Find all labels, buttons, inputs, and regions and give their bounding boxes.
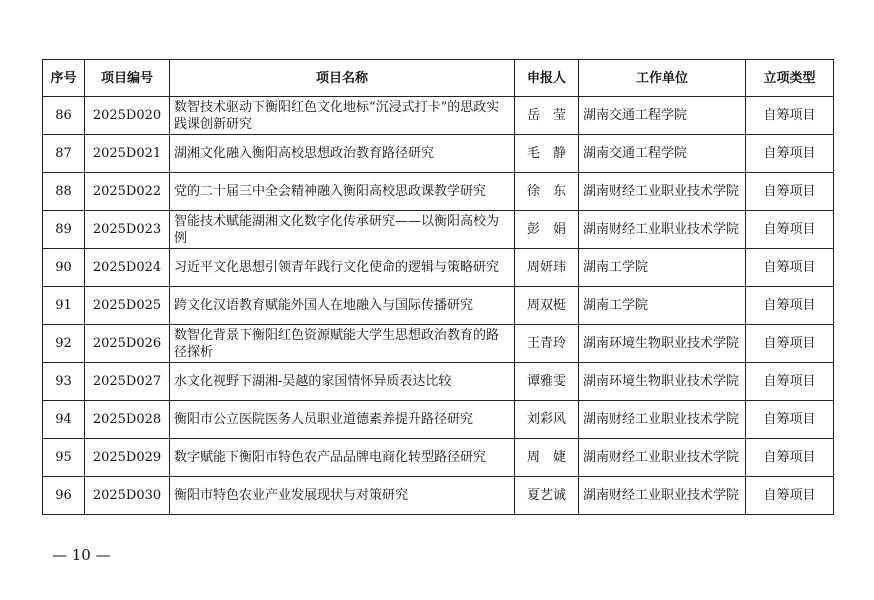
- table-row: [43, 287, 834, 325]
- cell-code: 2025D025: [85, 287, 170, 325]
- cell-type: 自筹项目: [746, 325, 834, 363]
- table-row: [43, 401, 834, 439]
- cell-applicant: 周妍玮: [515, 249, 579, 287]
- table-row: [43, 477, 834, 515]
- table-row: [43, 439, 834, 477]
- cell-code: 2025D024: [85, 249, 170, 287]
- cell-type: 自筹项目: [746, 287, 834, 325]
- header-work-unit: 工作单位: [579, 60, 746, 97]
- cell-applicant: 夏艺诚: [515, 477, 579, 515]
- cell-type: 自筹项目: [746, 477, 834, 515]
- table-row: [43, 363, 834, 401]
- cell-code: 2025D022: [85, 173, 170, 211]
- cell-code: 2025D029: [85, 439, 170, 477]
- cell-unit: 湖南环境生物职业技术学院: [579, 325, 746, 363]
- cell-code: 2025D027: [85, 363, 170, 401]
- cell-name: 衡阳市公立医院医务人员职业道德素养提升路径研究: [170, 401, 515, 439]
- cell-serial: 96: [43, 477, 85, 515]
- cell-serial: 94: [43, 401, 85, 439]
- cell-applicant: 毛 静: [515, 135, 579, 173]
- cell-unit: 湖南财经工业职业技术学院: [579, 401, 746, 439]
- cell-name: 数智技术驱动下衡阳红色文化地标“沉浸式打卡”的思政实践课创新研究: [170, 97, 515, 135]
- cell-unit: 湖南工学院: [579, 249, 746, 287]
- cell-type: 自筹项目: [746, 249, 834, 287]
- cell-serial: 95: [43, 439, 85, 477]
- cell-applicant: 徐 东: [515, 173, 579, 211]
- cell-applicant: 彭 娟: [515, 211, 579, 249]
- cell-unit: 湖南财经工业职业技术学院: [579, 439, 746, 477]
- cell-name: 水文化视野下湖湘-吴越的家国情怀异质表达比较: [170, 363, 515, 401]
- table-row: [43, 173, 834, 211]
- cell-type: 自筹项目: [746, 211, 834, 249]
- cell-serial: 86: [43, 97, 85, 135]
- cell-name: 数字赋能下衡阳市特色农产品品牌电商化转型路径研究: [170, 439, 515, 477]
- cell-type: 自筹项目: [746, 439, 834, 477]
- header-project-code: 项目编号: [85, 60, 170, 97]
- cell-type: 自筹项目: [746, 363, 834, 401]
- cell-applicant: 周 婕: [515, 439, 579, 477]
- table-row: [43, 97, 834, 135]
- cell-type: 自筹项目: [746, 173, 834, 211]
- cell-unit: 湖南环境生物职业技术学院: [579, 363, 746, 401]
- project-table: [42, 59, 834, 515]
- cell-applicant: 谭雅雯: [515, 363, 579, 401]
- cell-serial: 88: [43, 173, 85, 211]
- cell-code: 2025D030: [85, 477, 170, 515]
- header-serial: 序号: [43, 60, 85, 97]
- cell-serial: 87: [43, 135, 85, 173]
- table-row: [43, 211, 834, 249]
- header-project-name: 项目名称: [170, 60, 515, 97]
- cell-type: 自筹项目: [746, 401, 834, 439]
- cell-name: 衡阳市特色农业产业发展现状与对策研究: [170, 477, 515, 515]
- cell-applicant: 王青玲: [515, 325, 579, 363]
- header-applicant: 申报人: [515, 60, 579, 97]
- cell-code: 2025D028: [85, 401, 170, 439]
- cell-unit: 湖南交通工程学院: [579, 97, 746, 135]
- page-number: — 10 —: [52, 546, 111, 564]
- cell-unit: 湖南财经工业职业技术学院: [579, 173, 746, 211]
- cell-name: 数智化背景下衡阳红色资源赋能大学生思想政治教育的路径探析: [170, 325, 515, 363]
- cell-code: 2025D023: [85, 211, 170, 249]
- cell-applicant: 刘彩风: [515, 401, 579, 439]
- cell-type: 自筹项目: [746, 135, 834, 173]
- cell-serial: 90: [43, 249, 85, 287]
- cell-unit: 湖南交通工程学院: [579, 135, 746, 173]
- cell-code: 2025D021: [85, 135, 170, 173]
- cell-name: 湖湘文化融入衡阳高校思想政治教育路径研究: [170, 135, 515, 173]
- cell-serial: 89: [43, 211, 85, 249]
- cell-code: 2025D020: [85, 97, 170, 135]
- header-project-type: 立项类型: [746, 60, 834, 97]
- cell-unit: 湖南工学院: [579, 287, 746, 325]
- cell-type: 自筹项目: [746, 97, 834, 135]
- cell-code: 2025D026: [85, 325, 170, 363]
- cell-name: 党的二十届三中全会精神融入衡阳高校思政课教学研究: [170, 173, 515, 211]
- table-row: [43, 249, 834, 287]
- cell-name: 跨文化汉语教育赋能外国人在地融入与国际传播研究: [170, 287, 515, 325]
- cell-applicant: 周双梃: [515, 287, 579, 325]
- cell-name: 智能技术赋能湖湘文化数字化传承研究——以衡阳高校为例: [170, 211, 515, 249]
- cell-serial: 93: [43, 363, 85, 401]
- cell-serial: 91: [43, 287, 85, 325]
- cell-applicant: 岳 莹: [515, 97, 579, 135]
- cell-name: 习近平文化思想引领青年践行文化使命的逻辑与策略研究: [170, 249, 515, 287]
- cell-unit: 湖南财经工业职业技术学院: [579, 211, 746, 249]
- cell-serial: 92: [43, 325, 85, 363]
- table-row: [43, 325, 834, 363]
- cell-unit: 湖南财经工业职业技术学院: [579, 477, 746, 515]
- table-row: [43, 135, 834, 173]
- table-header-row: [43, 60, 834, 97]
